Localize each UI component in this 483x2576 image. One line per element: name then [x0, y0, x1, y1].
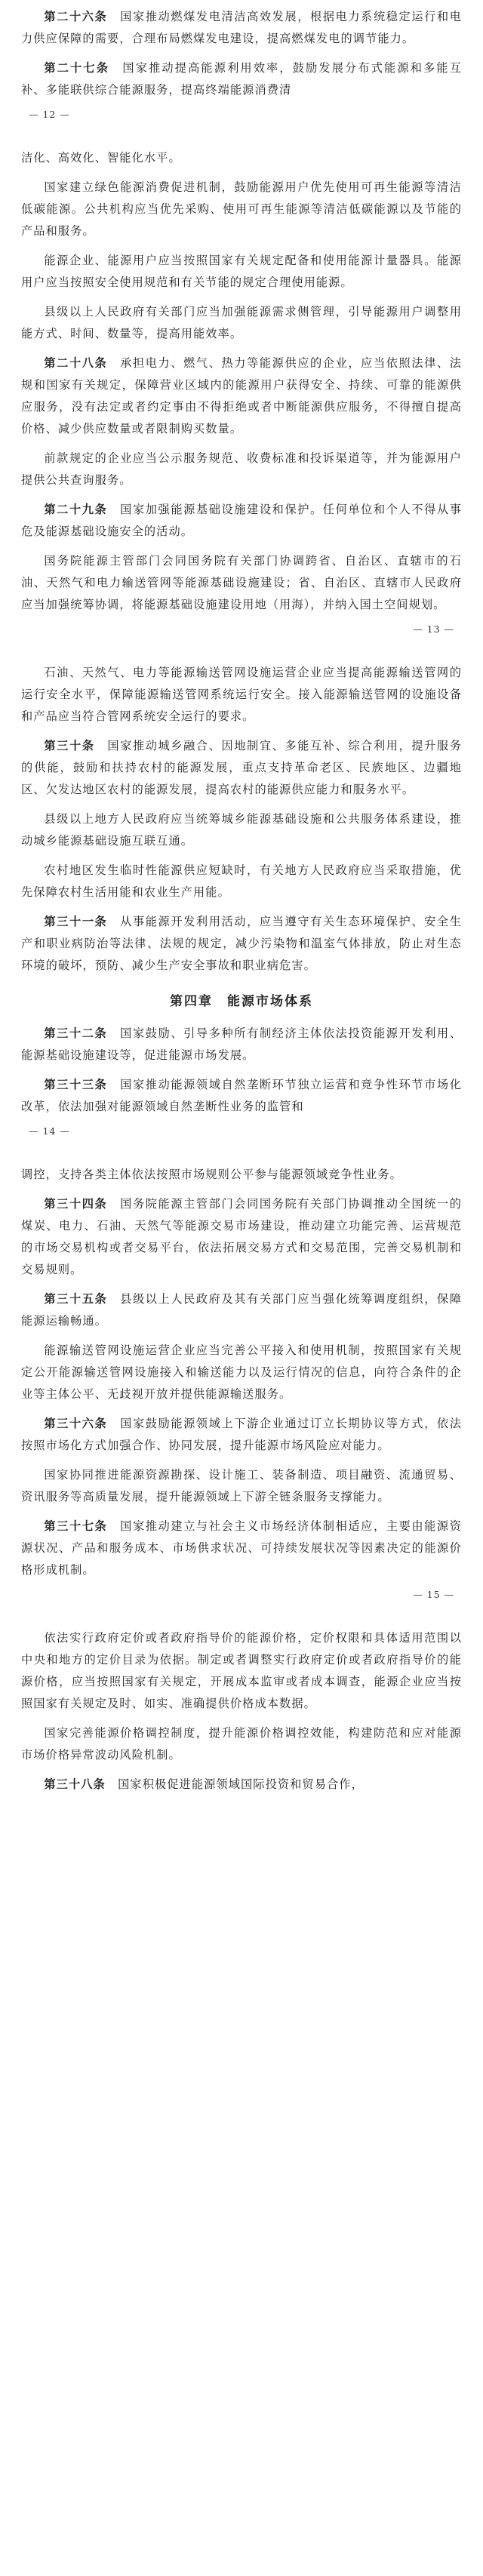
- article-number: 第二十八条: [44, 356, 108, 370]
- paragraph: [21, 1516, 462, 1581]
- document-body: [21, 6, 462, 1796]
- paragraph-text: 国务院能源主管部门会同国务院有关部门协调跨省、自治区、直辖市的石油、天然气和电力输送管网等能源基础设施建设；省、自治区、直辖市人民政府应当加强统筹协调，将能源基础设施建设用地（用海），并纳入国土空间规划。: [21, 554, 462, 611]
- paragraph-text: 县级以上地方人民政府应当统筹城乡能源基础设施和公共服务体系建设，推动城乡能源基础设施互联互通。: [21, 812, 462, 848]
- page-number: — 15 —: [413, 1589, 454, 1600]
- paragraph: [21, 1340, 462, 1405]
- paragraph: [21, 1413, 462, 1457]
- article-number: 第二十七条: [44, 61, 110, 75]
- paragraph-text: 国家推动提高能源利用效率，鼓励发展分布式能源和多能互补、多能联供综合能源服务，提高终端能源消费清: [21, 61, 463, 97]
- paragraph-text: 能源输送管网设施运营企业应当完善公平接入和使用机制，按照国家有关规定公开能源输送管网设施接入和输送能力以及运行情况的信息，向符合条件的企业等主体公平、无歧视开放并提供能源输送服务。: [21, 1343, 462, 1401]
- paragraph-text: 国家协同推进能源资源勘探、设计施工、装备制造、项目融资、流通贸易、资讯服务等高质量发展，提升能源领域上下游全链条服务支撑能力。: [21, 1468, 462, 1503]
- paragraph-text: 国家推动城乡融合、因地制宜、多能互补、综合利用，提升服务的供能，鼓励和扶持农村的能源发展，重点支持革命老区、民族地区、边疆地区、欠发达地区农村的能源发展，提高农村的能源供应能力和服务水平。: [21, 739, 462, 796]
- paragraph: [21, 735, 462, 801]
- paragraph: [21, 1774, 462, 1796]
- paragraph: [21, 1164, 462, 1186]
- paragraph: [21, 911, 462, 977]
- paragraph: [21, 177, 462, 242]
- paragraph: [21, 301, 462, 345]
- article-number: 第二十九条: [44, 503, 108, 516]
- paragraph: [21, 662, 462, 728]
- paragraph-text: 调控，支持各类主体依法按照市场规则公平参与能源领域竞争性业务。: [21, 1168, 402, 1181]
- article-number: 第三十一条: [44, 915, 108, 928]
- paragraph: [21, 1722, 462, 1766]
- paragraph: [21, 6, 462, 50]
- paragraph-text: 国家鼓励能源领域上下游企业通过订立长期协议等方式，依法按照市场化方式加强合作、协同发展，提升能源市场风险应对能力。: [21, 1417, 463, 1452]
- paragraph-text: 国家鼓励、引导多种所有制经济主体依法投资能源开发利用、能源基础设施建设等，促进能源市场发展。: [21, 1026, 463, 1062]
- page-number: — 14 —: [29, 1125, 70, 1137]
- page-number: — 12 —: [29, 109, 70, 120]
- paragraph: [21, 499, 462, 543]
- paragraph-text: 洁化、高效化、智能化水平。: [21, 151, 181, 165]
- paragraph: [21, 1074, 462, 1118]
- paragraph-text: 国家推动建立与社会主义市场经济体制相适应，主要由能源资源状况、产品和服务成本、市场供求状况、可持续发展状况等因素决定的能源价格形成机制。: [21, 1519, 463, 1577]
- paragraph: [21, 1193, 462, 1281]
- article-number: 第二十六条: [44, 10, 108, 23]
- paragraph-text: 国家建立绿色能源消费促进机制，鼓励能源用户优先使用可再生能源等清洁低碳能源。公共机构应当优先采购、使用可再生能源等清洁低碳能源以及节能的产品和服务。: [21, 180, 462, 238]
- paragraph-text: 国家完善能源价格调控制度，提升能源价格调控效能，构建防范和应对能源市场价格异常波动风险机制。: [21, 1726, 462, 1762]
- article-number: 第三十四条: [44, 1197, 108, 1211]
- article-number: 第三十二条: [44, 1026, 108, 1040]
- article-number: 第三十七条: [44, 1519, 108, 1533]
- paragraph-text: 县级以上人民政府及其有关部门应当强化统筹调度组织，保障能源运输畅通。: [21, 1292, 463, 1328]
- paragraph-text: 国家推动燃煤发电清洁高效发展，根据电力系统稳定运行和电力供应保障的需要，合理布局燃煤发电建设，提高燃煤发电的调节能力。: [21, 10, 463, 45]
- page-number: — 13 —: [413, 623, 454, 635]
- paragraph: [21, 808, 462, 852]
- paragraph-text: 前款规定的企业应当公示服务规范、收费标准和投诉渠道等，并为能源用户提供公共查询服务。: [21, 451, 462, 487]
- paragraph-text: 国家推动能源领域自然垄断环节独立运营和竞争性环节市场化改革，依法加强对能源领域自然垄断性业务的监管和: [21, 1078, 463, 1113]
- article-number: 第三十六条: [44, 1417, 108, 1430]
- paragraph-text: 依法实行政府定价或者政府指导价的能源价格，定价权限和具体适用范围以中央和地方的定价目录为依据。制定或者调整实行政府定价或者政府指导价的能源价格，应当按照国家有关规定，开展成本监审或者成本调查，能源企业应当按照国家有关规定及时、如实、准确提供价格成本数据。: [21, 1631, 462, 1710]
- paragraph: [21, 250, 462, 294]
- article-number: 第三十三条: [44, 1078, 108, 1091]
- paragraph: [21, 1023, 462, 1066]
- paragraph: [21, 448, 462, 491]
- paragraph: [21, 352, 462, 440]
- paragraph-text: 从事能源开发利用活动，应当遵守有关生态环境保护、安全生产和职业病防治等法律、法规的规定，减少污染物和温室气体排放，防止对生态环境的破坏，预防、减少生产安全事故和职业病危害。: [21, 915, 463, 972]
- article-number: 第三十五条: [44, 1292, 108, 1306]
- paragraph-text: 县级以上人民政府有关部门应当加强能源需求侧管理，引导能源用户调整用能方式、时间、数量等，提高用能效率。: [21, 305, 462, 340]
- paragraph-text: 石油、天然气、电力等能源输送管网设施运营企业应当提高能源输送管网的运行安全水平，保障能源输送管网系统运行安全。接入能源输送管网的设施设备和产品应当符合管网系统安全运行的要求。: [21, 666, 462, 723]
- paragraph: [21, 860, 462, 903]
- paragraph-text: 承担电力、燃气、热力等能源供应的企业，应当依照法律、法规和国家有关规定，保障营业区域内的能源用户获得安全、持续、可靠的能源供应服务，没有法定或者约定事由不得拒绝或者中断能源供应服务，不得擅自提高价格、减少供应数量或者限制购买数量。: [21, 356, 463, 435]
- paragraph: [21, 1627, 462, 1715]
- paragraph-text: 国家积极促进能源领域国际投资和贸易合作，: [118, 1777, 364, 1791]
- paragraph-text: 农村地区发生临时性能源供应短缺时，有关地方人民政府应当采取措施，优先保障农村生活用能和农业生产用能。: [21, 863, 462, 899]
- paragraph-text: 能源企业、能源用户应当按照国家有关规定配备和使用能源计量器具。能源用户应当按照安全使用规范和有关节能的规定合理使用能源。: [21, 254, 462, 289]
- article-number: 第三十条: [44, 739, 95, 752]
- article-number: 第三十八条: [44, 1777, 106, 1791]
- paragraph: [21, 1288, 462, 1332]
- paragraph: [21, 550, 462, 616]
- paragraph: [21, 57, 462, 101]
- paragraph: [21, 1464, 462, 1508]
- paragraph: [21, 147, 462, 169]
- paragraph-text: 国务院能源主管部门会同国务院有关部门协调推动全国统一的煤炭、电力、石油、天然气等能源交易市场建设，推动建立功能完善、运营规范的市场交易机构或者交易平台，依法拓展交易方式和交易范围，完善交易机制和交易规则。: [21, 1197, 463, 1276]
- chapter-heading: 第四章 能源市场体系: [170, 994, 313, 1009]
- paragraph-text: 国家加强能源基础设施建设和保护。任何单位和个人不得从事危及能源基础设施安全的活动。: [21, 503, 463, 538]
